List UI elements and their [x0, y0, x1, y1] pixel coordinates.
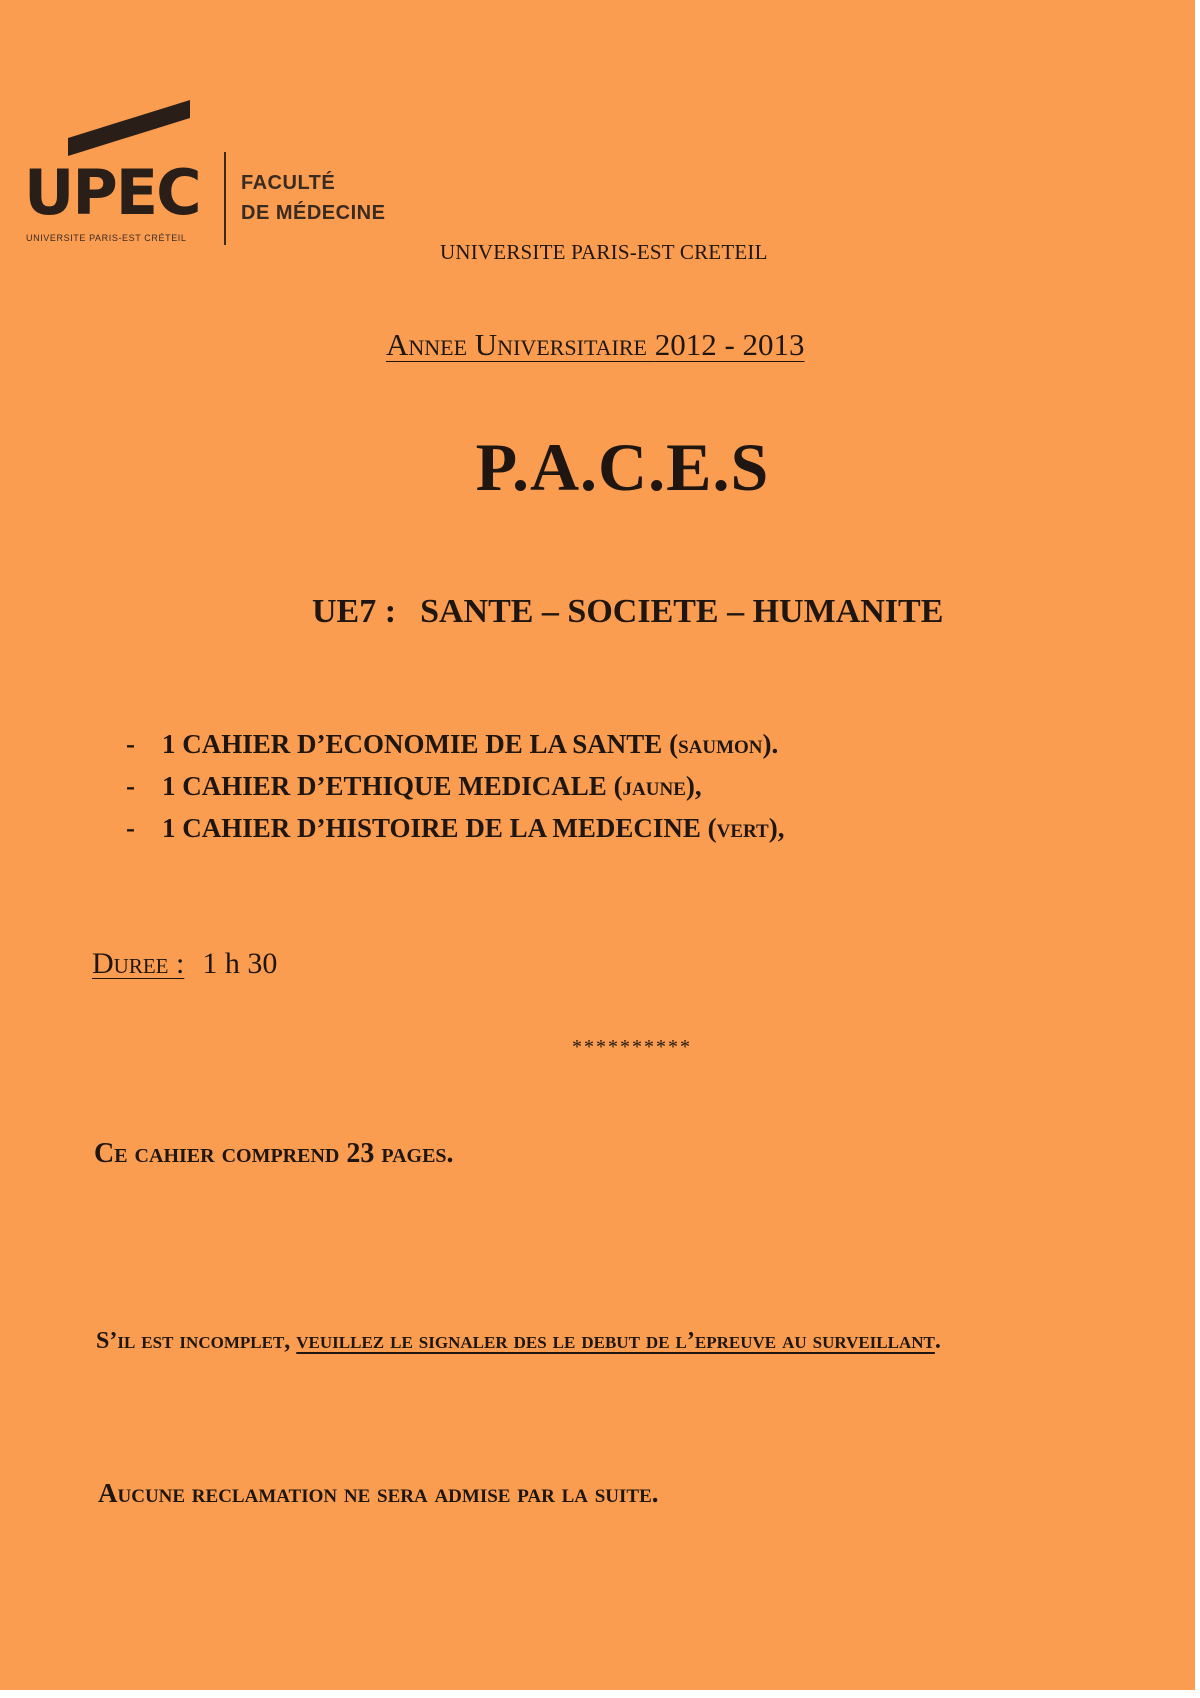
booklet-text: 1 CAHIER D’ECONOMIE DE LA SANTE — [162, 729, 663, 759]
booklet-list — [126, 723, 784, 849]
university-name: UNIVERSITE PARIS-EST CRETEIL — [440, 240, 768, 264]
booklet-color: (saumon) — [669, 729, 772, 759]
booklet-text: 1 CAHIER D’ETHIQUE MEDICALE — [162, 771, 607, 801]
list-item: - 1 CAHIER D’ETHIQUE MEDICALE (jaune), — [126, 771, 702, 801]
academic-year-value: 2012 - 2013 — [654, 327, 805, 362]
academic-year-label: Annee Universitaire — [386, 327, 647, 362]
separator-stars: ********** — [572, 1036, 692, 1058]
incomplete-notice: S’il est incomplet, veuillez le signaler des le debut de l’epreuve au surveillant. — [96, 1328, 941, 1354]
booklet-color: (vert) — [707, 813, 778, 843]
page-title: P.A.C.E.S — [475, 429, 770, 505]
duration-label: Duree : — [92, 947, 185, 980]
duration — [92, 947, 277, 981]
logo-subline: UNIVERSITE PARIS-EST CRÉTEIL — [26, 233, 187, 243]
list-item: - 1 CAHIER D’HISTOIRE DE LA MEDECINE (vert), — [126, 813, 785, 843]
logo-faculty — [241, 168, 385, 228]
logo-upec: UPEC — [24, 156, 200, 229]
academic-year — [386, 327, 805, 363]
pages-notice: Ce cahier comprend 23 pages. — [94, 1138, 454, 1169]
page-count: 23 — [346, 1138, 375, 1169]
incomplete-instruction: veuillez le signaler des le debut de l’epreuve au surveillant — [296, 1328, 935, 1354]
course-code: UE7 : — [312, 593, 397, 630]
course-heading — [312, 593, 943, 631]
final-notice: Aucune reclamation ne sera admise par la suite. — [98, 1478, 659, 1508]
logo-divider — [224, 152, 226, 245]
faculty-line-2: DE MÉDECINE — [241, 202, 386, 224]
course-name: SANTE – SOCIETE – HUMANITE — [420, 593, 944, 630]
list-item: - 1 CAHIER D’ECONOMIE DE LA SANTE (saumon). — [126, 729, 779, 759]
upec-logo-mark — [58, 100, 198, 162]
booklet-color: (jaune) — [613, 771, 695, 801]
duration-value: 1 h 30 — [202, 947, 278, 980]
booklet-text: 1 CAHIER D’HISTOIRE DE LA MEDECINE — [162, 813, 701, 843]
faculty-line-1: FACULTÉ — [241, 172, 336, 194]
